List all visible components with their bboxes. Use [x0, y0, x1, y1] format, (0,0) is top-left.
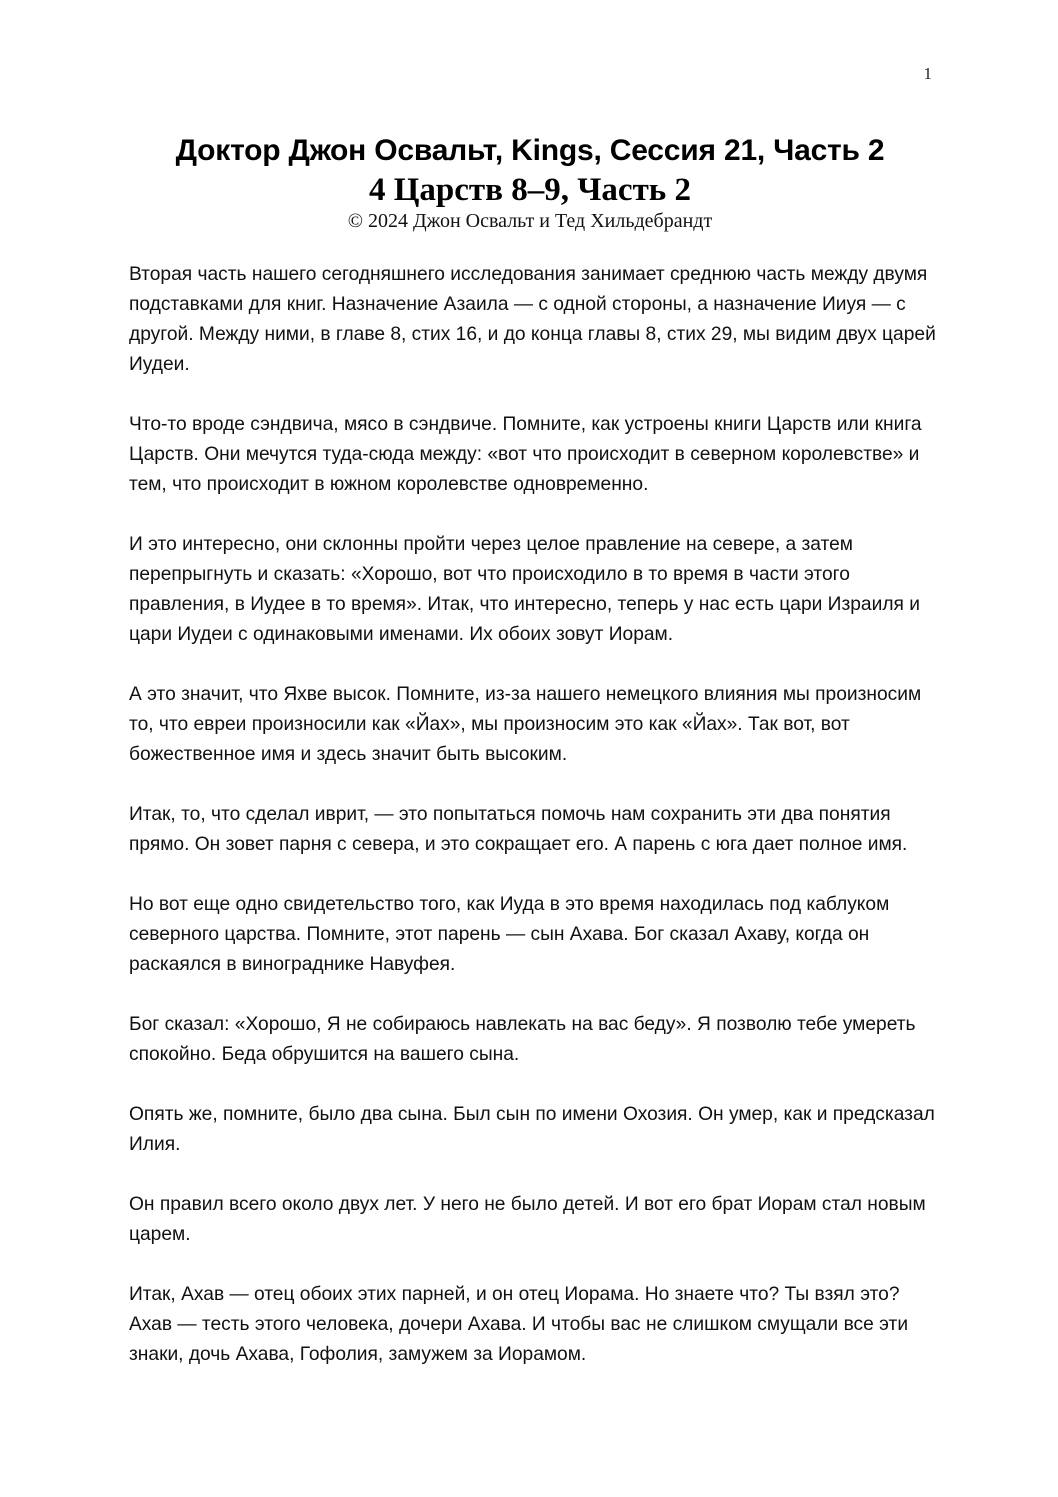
document-title: Доктор Джон Освальт, Kings, Сессия 21, Часть 2	[175, 134, 885, 167]
paragraph: Что-то вроде сэндвича, мясо в сэндвиче. Помните, как устроены книги Царств или книга Царств. Они мечутся туда-сюда между: «вот что происходит в северном королевстве» и тем, что происходит в южном королевстве одновременно.	[129, 414, 922, 495]
paragraph: А это значит, что Яхве высок. Помните, из-за нашего немецкого влияния мы произносим то, что евреи произносили как «Йах», мы произносим это как «Йах». Так вот, вот божественное имя и здесь значит быть высоким.	[129, 684, 922, 765]
paragraph: Итак, то, что сделал иврит, — это попытаться помочь нам сохранить эти два понятия прямо. Он зовет парня с севера, и это сокращает его. А парень с юга дает полное имя.	[129, 804, 908, 855]
paragraph: Но вот еще одно свидетельство того, как Иуда в это время находилась под каблуком северного царства. Помните, этот парень — сын Ахава. Бог сказал Ахаву, когда он раскаялся в винограднике Навуфея.	[129, 894, 890, 975]
page-number: 1	[923, 64, 932, 83]
paragraph: Он правил всего около двух лет. У него не было детей. И вот его брат Иорам стал новым царем.	[129, 1194, 926, 1245]
paragraph: Вторая часть нашего сегодняшнего исследования занимает среднюю часть между двумя подставками для книг. Назначение Азаила — с одной стороны, а назначение Ииуя — с другой. Между ними, в главе 8, стих 16, и до конца главы 8, стих 29, мы видим двух царей Иудеи.	[129, 264, 936, 375]
paragraph: Бог сказал: «Хорошо, Я не собираюсь навлекать на вас беду». Я позволю тебе умереть спокойно. Беда обрушится на вашего сына.	[129, 1014, 916, 1065]
paragraph: Итак, Ахав — отец обоих этих парней, и он отец Иорама. Но знаете что? Ты взял это? Ахав — тесть этого человека, дочери Ахава. И чтобы вас не слишком смущали все эти знаки, дочь Ахава, Гофолия, замужем за Иорамом.	[129, 1284, 909, 1365]
paragraph: И это интересно, они склонны пройти через целое правление на севере, а затем перепрыгнуть и сказать: «Хорошо, вот что происходило в то время в части этого правления, в Иудее в то время». Итак, что интересно, теперь у нас есть цари Израиля и цари Иудеи с одинаковыми именами. Их обоих зовут Иорам.	[129, 534, 920, 645]
document-subtitle: 4 Царств 8–9, Часть 2	[369, 172, 691, 208]
copyright-line: © 2024 Джон Освальт и Тед Хильдебрандт	[347, 210, 713, 232]
paragraph: Опять же, помните, было два сына. Был сын по имени Охозия. Он умер, как и предсказал Илия.	[129, 1104, 935, 1155]
document-body	[129, 260, 939, 1400]
document-header	[100, 132, 960, 232]
